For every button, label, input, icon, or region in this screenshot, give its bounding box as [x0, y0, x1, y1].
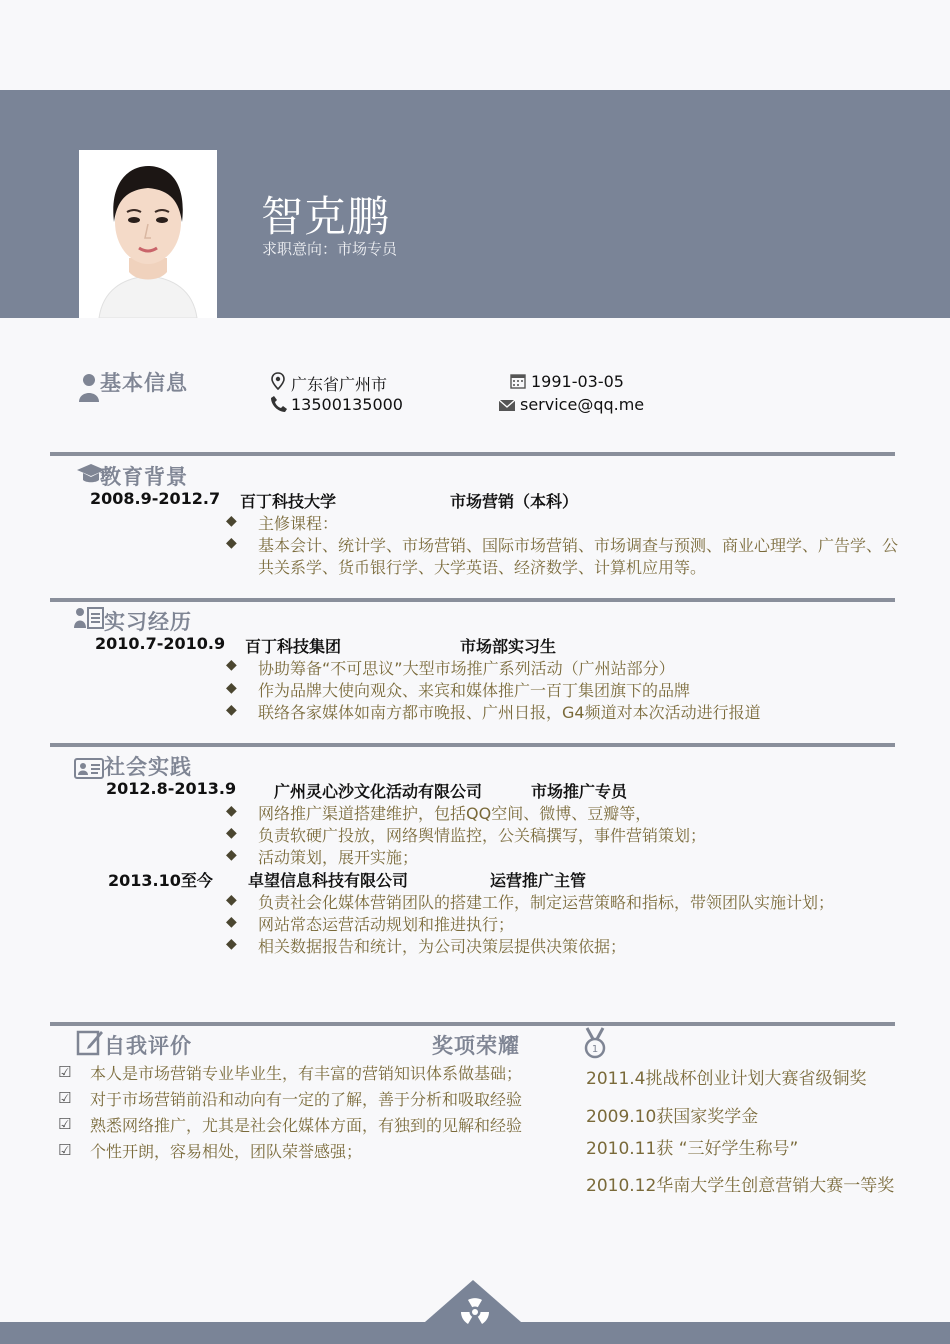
- bullet-diamond: ◆: [226, 825, 237, 841]
- radiation-icon: [455, 1294, 495, 1334]
- social-job-2-item-3: 相关数据报告和统计，为公司决策层提供决策依据；: [258, 937, 627, 956]
- self-item-2: 对于市场营销前沿和动向有一定的了解，善于分析和吸取经验: [90, 1090, 523, 1109]
- section-title-education: 教育背景: [100, 465, 188, 489]
- divider-intern: [50, 598, 895, 602]
- social-job-2-company: 卓望信息科技有限公司: [248, 871, 409, 890]
- bullet-diamond: ◆: [226, 847, 237, 863]
- social-job-1-item-3: 活动策划，展开实施；: [258, 848, 419, 867]
- intern-company: 百丁科技集团: [245, 637, 342, 656]
- self-item-1: 本人是市场营销专业毕业生，有丰富的营销知识体系做基础；: [90, 1064, 523, 1083]
- intern-item-2: 作为品牌大使向观众、来宾和媒体推广一百丁集团旗下的品牌: [258, 681, 691, 700]
- phone-icon: [270, 395, 288, 417]
- education-period: 2008.9-2012.7: [90, 489, 221, 508]
- bullet-diamond: ◆: [226, 702, 237, 718]
- section-title-basic: 基本信息: [100, 371, 188, 395]
- bullet-diamond: ◆: [226, 535, 237, 551]
- section-title-awards: 奖项荣耀: [432, 1034, 520, 1058]
- social-job-2-role: 运营推广主管: [490, 871, 587, 890]
- job-intent: 求职意向：市场专员: [262, 240, 398, 258]
- education-item-2: 基本会计、统计学、市场营销、国际市场营销、市场调查与预测、商业心理学、广告学、公: [258, 536, 899, 555]
- intern-item-3: 联络各家媒体如南方都市晚报、广州日报，G4频道对本次活动进行报道: [258, 703, 761, 722]
- person-card-icon: [74, 606, 104, 634]
- education-school: 百丁科技大学: [240, 492, 337, 511]
- svg-text:1: 1: [591, 1044, 599, 1055]
- education-item-1: 主修课程：: [258, 514, 339, 533]
- intern-period: 2010.7-2010.9: [95, 634, 226, 653]
- email-icon: [498, 397, 516, 416]
- profile-photo: [79, 150, 217, 318]
- location-icon: [270, 372, 286, 394]
- divider-self: [50, 1022, 895, 1026]
- bullet-diamond: ◆: [226, 914, 237, 930]
- award-item-1: 2011.4挑战杯创业计划大赛省级铜奖: [586, 1069, 867, 1089]
- section-title-self: 自我评价: [104, 1034, 192, 1058]
- award-item-3: 2010.11获 “三好学生称号”: [586, 1139, 799, 1159]
- birth-text: 1991-03-05: [531, 372, 624, 391]
- edit-icon: [76, 1028, 104, 1060]
- bullet-diamond: ◆: [226, 936, 237, 952]
- social-job-1-company: 广州灵心沙文化活动有限公司: [274, 782, 483, 801]
- social-job-1-period: 2012.8-2013.9: [106, 779, 237, 798]
- bullet-diamond: ◆: [226, 803, 237, 819]
- self-item-3: 熟悉网络推广，尤其是社会化媒体方面，有独到的见解和经验: [90, 1116, 523, 1135]
- award-item-2: 2009.10获国家奖学金: [586, 1107, 759, 1127]
- email-text: service@qq.me: [520, 395, 645, 414]
- award-item-4: 2010.12华南大学生创意营销大赛一等奖: [586, 1176, 895, 1196]
- checkbox-icon: ☑: [58, 1141, 72, 1159]
- social-job-2-item-2: 网站常态运营活动规划和推进执行；: [258, 915, 515, 934]
- location-text: 广东省广州市: [291, 375, 388, 394]
- bullet-diamond: ◆: [226, 513, 237, 529]
- checkbox-icon: ☑: [58, 1089, 72, 1107]
- divider-education: [50, 452, 895, 456]
- self-item-4: 个性开朗，容易相处，团队荣誉感强；: [90, 1142, 363, 1161]
- education-major: 市场营销（本科）: [450, 492, 579, 511]
- section-title-intern: 实习经历: [104, 610, 192, 634]
- checkbox-icon: ☑: [58, 1063, 72, 1081]
- checkbox-icon: ☑: [58, 1115, 72, 1133]
- calendar-icon: [510, 373, 526, 393]
- section-title-social: 社会实践: [104, 755, 192, 779]
- divider-social: [50, 743, 895, 747]
- bullet-diamond: ◆: [226, 680, 237, 696]
- education-item-3: 共关系学、货币银行学、大学英语、经济数学、计算机应用等。: [258, 558, 707, 577]
- social-job-1-item-1: 网络推广渠道搭建维护，包括QQ空间、微博、豆瓣等，: [258, 804, 652, 823]
- bullet-diamond: ◆: [226, 892, 237, 908]
- candidate-name: 智克鹏: [261, 192, 391, 241]
- medal-icon: [583, 1027, 607, 1063]
- social-job-1-item-2: 负责软硬广投放，网络舆情监控，公关稿撰写，事件营销策划；: [258, 826, 707, 845]
- social-job-1-role: 市场推广专员: [531, 782, 628, 801]
- social-job-2-item-1: 负责社会化媒体营销团队的搭建工作，制定运营策略和指标，带领团队实施计划；: [258, 893, 835, 912]
- bullet-diamond: ◆: [226, 657, 237, 673]
- phone-text: 13500135000: [291, 395, 403, 414]
- intern-role: 市场部实习生: [460, 637, 557, 656]
- intern-item-1: 协助筹备“不可思议”大型市场推广系列活动（广州站部分）: [258, 659, 675, 678]
- social-job-2-period: 2013.10至今: [108, 871, 213, 890]
- id-card-icon: [74, 756, 104, 784]
